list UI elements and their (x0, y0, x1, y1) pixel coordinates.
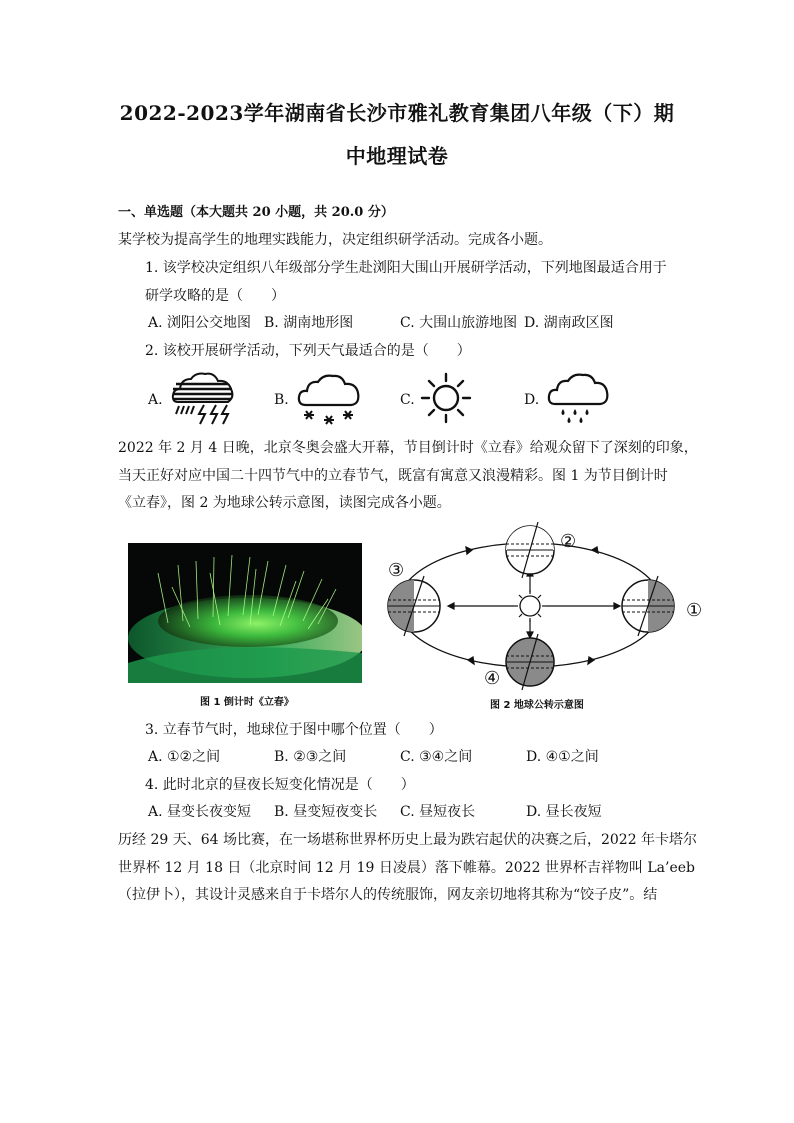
earth-position-3 (388, 576, 440, 636)
q3-option-a: A. ①②之间 (148, 749, 221, 765)
passage2-line3: 《立春》，图 2 为地球公转示意图，读图完成各小题。 (118, 495, 451, 511)
thunderstorm-icon (170, 370, 236, 430)
q2-option-c: C. (400, 392, 415, 408)
q1-option-c: C. 大围山旅游地图 (400, 315, 518, 331)
q3-option-c: C. ③④之间 (400, 749, 473, 765)
passage3-line2: 世界杯 12 月 18 日（北京时间 12 月 19 日凌晨）落下帷幕。2022 世界杯吉祥物叫 La’eeb (118, 860, 696, 876)
passage2-line1: 2022 年 2 月 4 日晚，北京冬奥会盛大开幕，节目倒计时《立春》给观众留下了深刻的印象， (118, 440, 698, 456)
q2-option-a: A. (148, 392, 163, 408)
earth-position-2 (506, 522, 554, 578)
q3-stem: 3. 立春节气时，地球位于图中哪个位置（ ） (145, 722, 443, 738)
position-label-2: ② (560, 531, 577, 552)
q2-option-d: D. (524, 392, 540, 408)
figure2-diagram (380, 522, 720, 698)
figure1-photo (128, 543, 362, 687)
q1-option-b: B. 湖南地形图 (264, 315, 354, 331)
q3-option-b: B. ②③之间 (274, 749, 347, 765)
passage3-line1: 历经 29 天、64 场比赛，在一场堪称世界杯历史上最为跌宕起伏的决赛之后，2022 年卡塔尔 (118, 832, 698, 848)
section-intro: 某学校为提高学生的地理实践能力，决定组织研学活动。完成各小题。 (118, 232, 552, 248)
q1-option-a: A. 浏阳公交地图 (148, 315, 252, 331)
passage2-line2: 当天正好对应中国二十四节气中的立春节气，既富有寓意又浪漫精彩。图 1 为节目倒计时 (118, 468, 668, 484)
q4-option-d: D. 昼长夜短 (526, 804, 602, 820)
earth-position-4 (506, 634, 554, 690)
q2-stem: 2. 该校开展研学活动，下列天气最适合的是（ ） (145, 343, 471, 359)
q1-option-d: D. 湖南政区图 (524, 315, 614, 331)
q1-stem-line2: 研学攻略的是（ ） (145, 288, 285, 304)
doc-title-line1: 2022-2023学年湖南省长沙市雅礼教育集团八年级（下）期 (119, 101, 675, 125)
snow-icon (296, 371, 362, 429)
q4-stem: 4. 此时北京的昼夜长短变化情况是（ ） (145, 777, 415, 793)
figure2-caption: 图 2 地球公转示意图 (490, 700, 584, 711)
rain-icon (546, 371, 610, 431)
position-label-3: ③ (388, 560, 405, 581)
section-header: 一、单选题（本大题共 20 小题，共 20.0 分） (118, 205, 394, 220)
q3-option-d: D. ④①之间 (526, 749, 599, 765)
q4-option-c: C. 昼短夜长 (400, 804, 476, 820)
position-label-1: ① (686, 600, 703, 621)
sun-icon (514, 590, 546, 622)
q4-option-a: A. 昼变长夜变短 (148, 804, 252, 820)
q2-option-b: B. (274, 392, 289, 408)
q1-stem-line1: 1. 该学校决定组织八年级部分学生赴浏阳大围山开展研学活动，下列地图最适合用于 (145, 260, 667, 276)
figure1-caption: 图 1 倒计时《立春》 (200, 697, 294, 708)
doc-title-line2: 中地理试卷 (345, 144, 449, 168)
passage3-line3: （拉伊卜），其设计灵感来自于卡塔尔人的传统服饰，网友亲切地将其称为“饺子皮”。结 (118, 887, 658, 903)
q4-option-b: B. 昼变短夜变长 (274, 804, 378, 820)
position-label-4: ④ (484, 668, 501, 689)
earth-position-1 (622, 576, 674, 636)
sunny-icon (420, 372, 472, 428)
